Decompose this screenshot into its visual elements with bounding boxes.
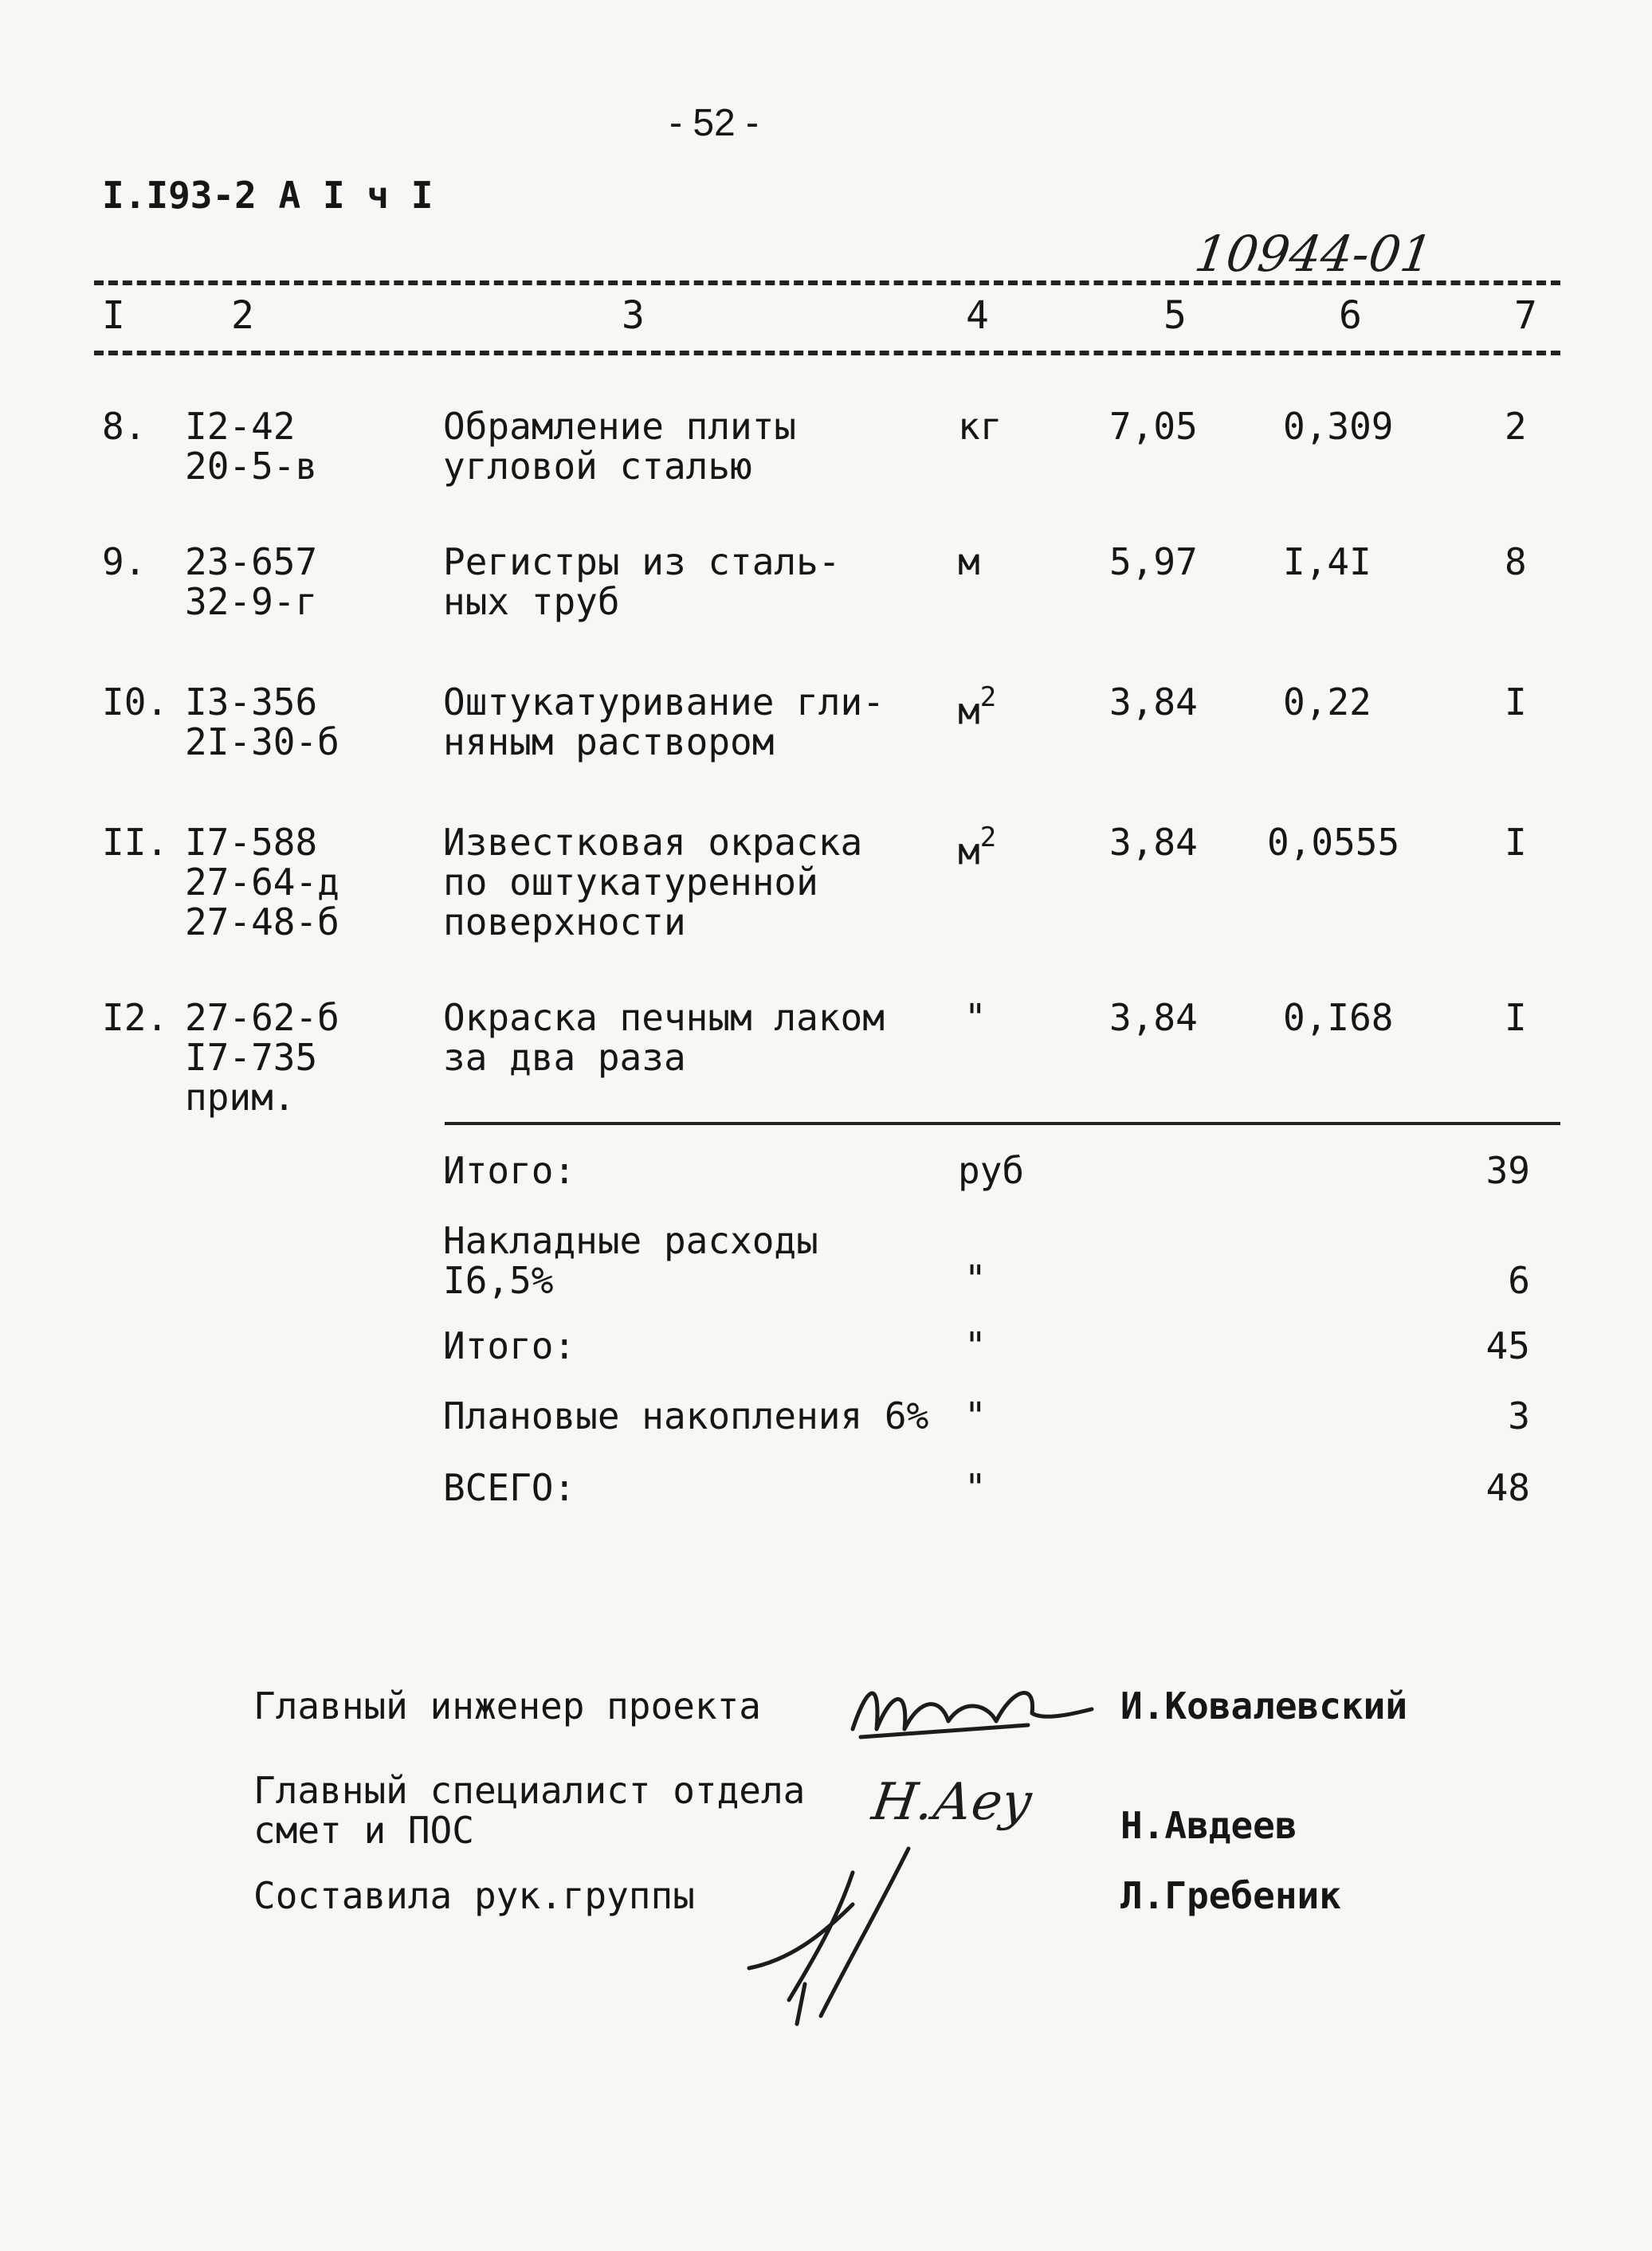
summary-label: Итого: [443,1149,576,1192]
row-unit: м [958,540,980,583]
header-bottom-rule [94,351,1560,355]
row-code: I2-42 20-5-в [185,405,318,488]
row-total: 2 [1505,405,1527,448]
summary-label: Итого: [443,1324,576,1367]
row-code: 23-657 32-9-г [185,540,318,623]
row-price: 0,309 [1283,405,1394,448]
row-number: II. [102,821,169,864]
row-quantity: 7,05 [1109,405,1198,448]
header-top-rule [94,280,1560,285]
col-header-3: 3 [622,293,645,338]
summary-unit: " [964,1257,987,1300]
row-quantity: 3,84 [1109,680,1198,724]
row-unit: " [964,996,987,1039]
summary-value: 3 [1508,1394,1530,1437]
row-total: I [1505,996,1527,1039]
summary-label: Плановые накопления 6% [443,1394,929,1437]
row-total: I [1505,680,1527,724]
summary-value: 48 [1485,1466,1530,1509]
row-code: I7-588 27-64-д 27-48-б [185,821,339,943]
unit-superscript: 2 [979,822,997,853]
row-quantity: 3,84 [1109,996,1198,1039]
signature-avdeev: Н.Аеу [868,1773,1036,1832]
row-total: I [1505,821,1527,864]
row-number: I0. [102,680,169,724]
row-number: 8. [102,405,147,448]
signature-grebenik [741,1825,980,2032]
col-header-6: 6 [1339,293,1362,338]
row-unit: кг [958,405,1003,448]
col-header-2: 2 [231,293,254,338]
unit-superscript: 2 [979,681,997,713]
row-price: 0,I68 [1283,996,1394,1039]
summary-label: Накладные расходы I6,5% [443,1219,818,1302]
summary-unit: " [964,1394,987,1437]
summary-rule [445,1122,1560,1125]
row-description: Обрамление плиты угловой сталью [443,405,797,488]
signature-role: Составила рук.группы [253,1874,695,1917]
row-quantity: 3,84 [1109,821,1198,864]
col-header-4: 4 [966,293,989,338]
signature-name: И.Ковалевский [1120,1684,1408,1727]
col-header-1: I [102,293,125,338]
row-number: I2. [102,996,169,1039]
summary-value: 6 [1508,1259,1530,1302]
summary-unit: руб [958,1149,1025,1192]
row-description: Окраска печным лаком за два раза [443,996,885,1079]
page-number: - 52 - [669,102,759,144]
row-number: 9. [102,540,147,583]
row-total: 8 [1505,540,1527,583]
handwritten-number: 10944-01 [1191,225,1437,283]
signature-role: Главный специалист отдела смет и ПОС [253,1769,806,1852]
signature-kovalevsky [837,1665,1108,1753]
row-code: 27-62-б I7-735 прим. [185,996,339,1119]
row-unit: $м^2$ [958,681,997,733]
col-header-7: 7 [1514,293,1537,338]
row-description: Известковая окраска по оштукатуренной поверхности [443,821,863,943]
signature-name: Л.Гребеник [1120,1874,1341,1917]
summary-label: ВСЕГО: [443,1466,576,1509]
row-code: I3-356 2I-30-б [185,680,339,763]
signature-name: Н.Авдеев [1120,1804,1297,1847]
row-quantity: 5,97 [1109,540,1198,583]
summary-unit: " [964,1466,987,1509]
summary-value: 39 [1485,1149,1530,1192]
summary-value: 45 [1485,1324,1530,1367]
col-header-5: 5 [1163,293,1187,338]
row-unit: $м^2$ [958,822,997,873]
summary-unit: " [964,1324,987,1367]
row-description: Регистры из сталь- ных труб [443,540,841,623]
document-code: I.I93-2 А I ч I [102,174,434,217]
row-price: I,4I [1283,540,1371,583]
row-price: 0,22 [1283,680,1371,724]
row-description: Оштукатуривание гли- няным раствором [443,680,885,763]
signature-role: Главный инженер проекта [253,1684,761,1727]
row-price: 0,0555 [1267,821,1400,864]
